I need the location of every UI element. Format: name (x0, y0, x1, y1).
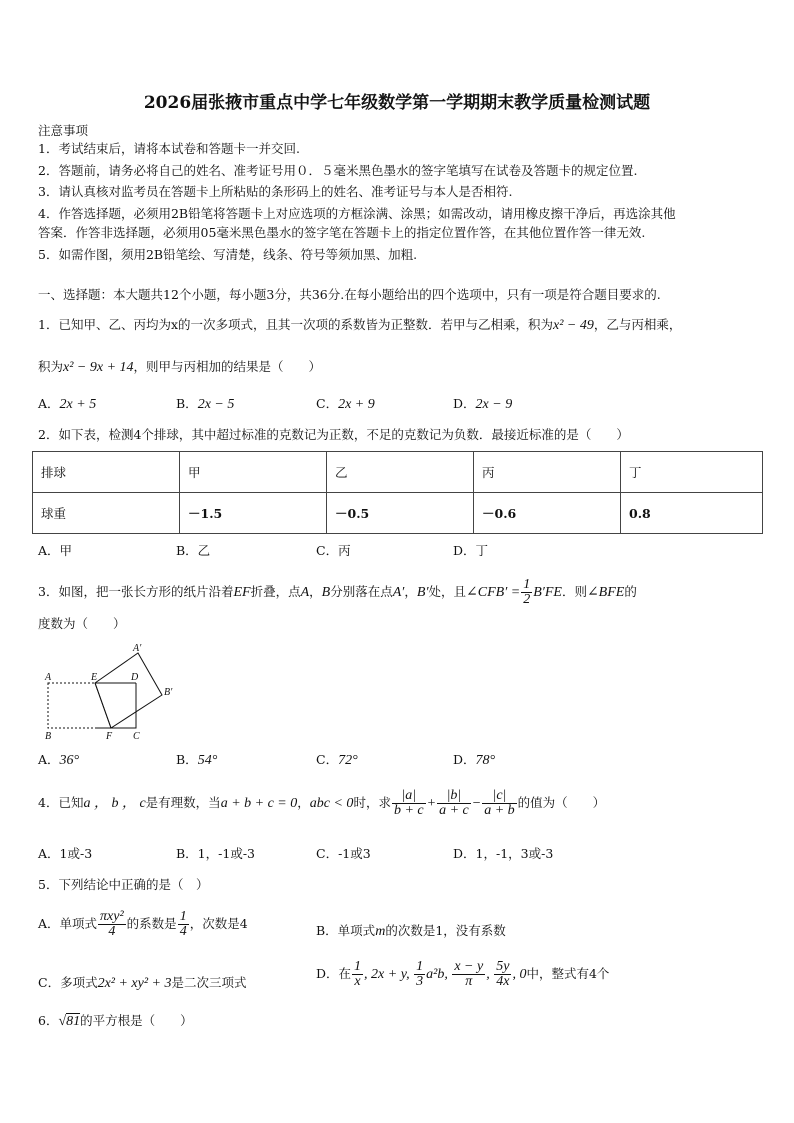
table-cell: 乙 (327, 452, 474, 493)
q3-var: A (300, 585, 310, 600)
q1-line1 (38, 316, 681, 335)
q6-line (38, 1012, 193, 1031)
volleyball-table (32, 451, 763, 534)
q1-expr-product1: x² − 49 (553, 318, 594, 333)
q3-condition: ∠CFB′ = (466, 585, 521, 600)
q1-text: ，则甲与丙相加的结果是（ ） (133, 359, 322, 374)
fraction-denominator: b + c (393, 803, 424, 818)
option-label: C． (316, 396, 339, 411)
q6-radicand: 81 (66, 1014, 81, 1029)
option-expr: 2x + 9 (338, 397, 375, 412)
label-a: A (45, 672, 52, 683)
option-expr: 2x + 5 (59, 397, 97, 412)
fraction-denominator: 3 (416, 974, 424, 989)
q4-fraction-1 (392, 789, 426, 818)
table-cell: 排球 (33, 452, 180, 493)
q3-target-angle: ∠BFE (586, 585, 625, 600)
q4-vars: a ， b ， c (83, 796, 146, 811)
notice-item-3: 3．请认真核对监考员在答题卡上所粘贴的条形码上的姓名、准考证号与本人是否相符. (38, 184, 513, 199)
q4-condition: a + b + c = 0 (220, 796, 298, 811)
option-expr: 78° (475, 753, 496, 768)
q5-coefficient-fraction (178, 910, 189, 939)
q3-text: 处，且 (428, 584, 467, 599)
q4-text: 时，求 (353, 795, 391, 810)
fraction-denominator: a + b (484, 803, 515, 818)
fraction-denominator: 4x (496, 974, 510, 989)
q3-text: ， (309, 584, 322, 599)
q4-operator: − (471, 796, 482, 811)
q3-option-d[interactable] (453, 751, 495, 770)
q4-text: 是有理数，当 (145, 795, 221, 810)
q5-polynomial: 2x² + xy² + 3 (97, 976, 172, 991)
table-cell: 甲 (180, 452, 327, 493)
q3-line2: 度数为（ ） (38, 616, 126, 631)
q4-option-b[interactable]: B．1，-1或-3 (176, 846, 255, 861)
q5-expr-fraction (414, 960, 425, 989)
original-rectangle (48, 683, 136, 728)
folded-part (95, 653, 162, 728)
sqrt-symbol: √ (58, 1014, 67, 1029)
q3-condition: B′FE (533, 585, 562, 600)
q5-text: 的次数是1，没有系数 (385, 923, 506, 938)
q2-option-d[interactable]: D．丁 (453, 543, 489, 558)
q1-text: 积为 (38, 359, 64, 374)
table-cell: 0.8 (621, 493, 763, 534)
q5-text: C．多项式 (38, 975, 98, 990)
q5-expr-list: a²b, (426, 967, 452, 982)
notice-item-4: 4．作答选择题，必须用2B铅笔将答题卡上对应选项的方框涂满、涂黑；如需改动，请用橡皮擦干净后，再选涂其他 (38, 206, 676, 221)
q5-text: 中，整式有4个 (526, 966, 610, 981)
q1-option-b[interactable] (176, 395, 234, 414)
q3-text: 折叠，点 (250, 584, 301, 599)
q5-expr-list: , 2x + y, (364, 967, 414, 982)
q5-text: 是二次三项式 (171, 975, 247, 990)
q3-line1 (38, 578, 637, 607)
table-cell: －1.5 (180, 493, 327, 534)
folding-figure (40, 640, 190, 745)
q5-expr-list: , 0 (512, 967, 527, 982)
q4-fraction-2 (437, 789, 471, 818)
option-label: A． (38, 396, 60, 411)
q3-var: B′ (416, 585, 429, 600)
notice-item-4-cont: 答案．作答非选择题，必须用05毫米黑色墨水的签字笔在答题卡上的指定位置作答，在其他位置作答一律无效. (38, 225, 646, 240)
q3-var: B (321, 585, 331, 600)
fraction-numerator: 1 (354, 959, 362, 974)
q4-line (38, 788, 605, 819)
q2-option-c[interactable]: C．丙 (316, 543, 351, 558)
q3-option-b[interactable] (176, 751, 217, 770)
q5-expr-fraction (452, 960, 485, 989)
q4-condition: abc < 0 (309, 796, 354, 811)
q2-option-a[interactable]: A．甲 (38, 543, 73, 558)
option-expr: 36° (59, 753, 80, 768)
q5-expr-fraction (352, 960, 363, 989)
fraction-numerator: x − y (454, 959, 484, 974)
table-cell: －0.6 (474, 493, 621, 534)
q5-expr-list: , (486, 967, 494, 982)
q3-text: 的 (624, 584, 637, 599)
label-b-prime: B′ (164, 687, 173, 698)
label-b: B (45, 731, 52, 742)
q6-text: 6． (38, 1013, 59, 1028)
q4-option-a[interactable]: A．1或-3 (38, 846, 93, 861)
table-cell: －0.5 (327, 493, 474, 534)
q5-expr-fraction (494, 960, 511, 989)
option-label: C． (316, 752, 339, 767)
option-expr: 2x − 9 (475, 397, 513, 412)
q4-operator: + (426, 796, 437, 811)
q1-option-d[interactable] (453, 395, 512, 414)
table-row (33, 452, 763, 493)
fraction-numerator: 5y (496, 959, 510, 974)
q1-option-a[interactable] (38, 395, 96, 414)
notice-item-2: 2．答题前，请务必将自己的姓名、准考证号用０．５毫米黑色墨水的签字笔填写在试卷及答题卡的规定位置. (38, 163, 638, 178)
q2-text: 2．如下表，检测4个排球，其中超过标准的克数记为正数，不足的克数记为负数．最接近标准的是（ ） (38, 427, 629, 442)
q4-text: ， (297, 795, 310, 810)
q3-text: 3．如图，把一张长方形的纸片沿着 (38, 584, 234, 599)
q1-text: 1．已知甲、乙、丙均为x的一次多项式，且其一次项的系数皆为正整数．若甲与乙相乘，积为 (38, 317, 554, 332)
fraction-denominator: 4 (179, 924, 187, 939)
q3-text: ．则 (561, 584, 587, 599)
section-heading: 一、选择题：本大题共12个小题，每小题3分，共36分.在每小题给出的四个选项中，只有一项是符合题目要求的. (38, 287, 661, 302)
option-label: A． (38, 752, 60, 767)
option-expr: 2x − 5 (197, 397, 235, 412)
q3-fraction (521, 578, 532, 607)
option-expr: 72° (338, 753, 358, 768)
q3-text: 分别落在点 (330, 584, 393, 599)
fraction-denominator: a + c (439, 803, 469, 818)
fraction-denominator: x (354, 974, 361, 989)
option-label: D． (453, 396, 476, 411)
q3-text: ， (404, 584, 417, 599)
label-a-prime: A′ (133, 643, 142, 654)
table-cell: 球重 (33, 493, 180, 534)
q2-option-b[interactable]: B．乙 (176, 543, 211, 558)
q3-var: A′ (392, 585, 405, 600)
q5-text: B．单项式 (316, 923, 376, 938)
q1-line2 (38, 358, 321, 377)
q5-var: m (375, 924, 386, 939)
label-d: D (131, 672, 139, 683)
fraction-numerator: 1 (523, 577, 531, 592)
label-c: C (133, 731, 140, 742)
fraction-numerator: |a| (392, 789, 426, 804)
notice-item-1: 1．考试结束后，请将本试卷和答题卡一并交回. (38, 141, 300, 156)
label-f: F (106, 731, 113, 742)
notice-heading: 注意事项 (38, 123, 89, 138)
fraction-denominator: 4 (108, 924, 116, 939)
q5-text: ，次数是4 (189, 916, 248, 931)
option-label: B． (176, 396, 198, 411)
q3-option-c[interactable] (316, 751, 358, 770)
table-cell: 丙 (474, 452, 621, 493)
fraction-numerator: πxy² (100, 909, 124, 924)
q3-option-a[interactable] (38, 751, 79, 770)
q1-text: ，乙与丙相乘， (593, 317, 682, 332)
table-cell: 丁 (621, 452, 763, 493)
page-title: 2026届张掖市重点中学七年级数学第一学期期末教学质量检测试题 (143, 93, 651, 113)
q5-option-b[interactable] (316, 922, 506, 941)
table-row (33, 493, 763, 534)
q1-option-c[interactable] (316, 395, 375, 414)
q6-text: 的平方根是（ ） (80, 1013, 193, 1028)
q5-text: 的系数是 (126, 916, 177, 931)
q5-text: 5．下列结论中正确的是（ ） (38, 877, 209, 892)
q5-monomial-fraction (98, 910, 126, 939)
q1-expr-product2: x² − 9x + 14 (63, 360, 134, 375)
fraction-numerator: |b| (437, 789, 471, 804)
fraction-numerator: 1 (179, 909, 187, 924)
q5-option-c[interactable] (38, 974, 247, 993)
fraction-numerator: |c| (482, 789, 516, 804)
notice-item-5: 5．如需作图，须用2B铅笔绘、写清楚，线条、符号等须加黑、加粗. (38, 247, 418, 262)
q4-text: 4．已知 (38, 795, 84, 810)
label-e: E (91, 672, 98, 683)
q3-var: EF (233, 585, 251, 600)
q4-option-d[interactable]: D．1，-1，3或-3 (453, 846, 554, 861)
fraction-numerator: 1 (416, 959, 424, 974)
q5-text: D．在 (316, 966, 352, 981)
q5-text: A．单项式 (38, 916, 98, 931)
option-label: B． (176, 752, 198, 767)
q5-option-a[interactable] (38, 910, 248, 939)
q4-text: 的值为（ ） (517, 795, 606, 810)
q4-option-c[interactable]: C．-1或3 (316, 846, 371, 861)
q4-fraction-3 (482, 789, 516, 818)
fraction-denominator: π (465, 974, 473, 989)
option-label: D． (453, 752, 476, 767)
fraction-denominator: 2 (523, 592, 531, 607)
option-expr: 54° (197, 753, 218, 768)
q5-option-d[interactable] (316, 960, 609, 989)
